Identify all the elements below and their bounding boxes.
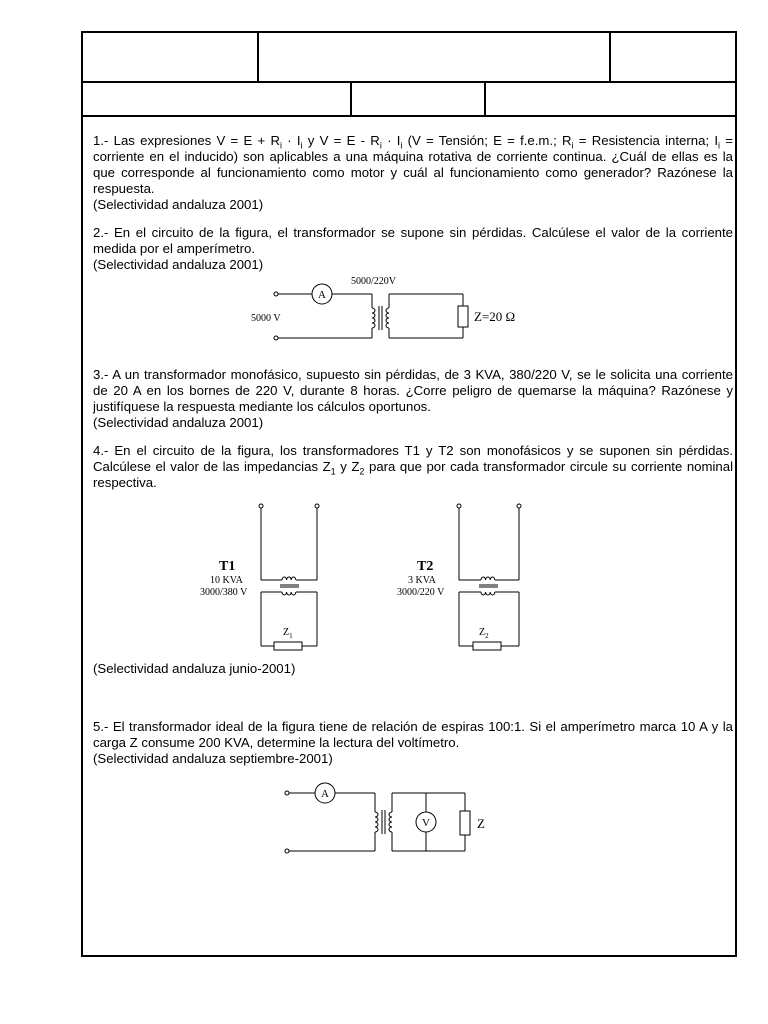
source-voltage: 5000 V [251, 313, 281, 324]
question-4: 4.- En el circuito de la figura, los transformadores T1 y T2 son monofásicos y se suponen sin pérdidas. Calcúlese el valor de las impedancias $Z_1$ y $Z_2$ para que por cada transformador circule su corriente nominal respectiva. [93, 443, 734, 490]
figure-q4-circuits [93, 491, 733, 661]
header-row-1 [83, 33, 735, 83]
t1-name: T1 [219, 559, 236, 574]
page-frame [81, 31, 737, 957]
t2-name: T2 [417, 559, 434, 574]
z1-label: $Z_1$ [283, 627, 293, 640]
t1-ratio: 3000/380 V [200, 587, 248, 598]
question-5-source: (Selectividad andaluza septiembre-2001) [93, 751, 333, 766]
transformer-ratio: 5000/220V [351, 276, 396, 287]
question-1-source: (Selectividad andaluza 2001) [93, 197, 264, 212]
load-label: Z [477, 816, 485, 831]
header-cell [352, 83, 486, 115]
question-3-source: (Selectividad andaluza 2001) [93, 415, 264, 430]
t2-ratio: 3000/220 V [397, 587, 445, 598]
figure-q5-circuit [93, 767, 733, 877]
question-5: 5.- El transformador ideal de la figura tiene de relación de espiras 100:1. Si el amperímetro marca 10 A y la carga Z consume 200 KVA, determine la lectura del voltímetro. [93, 719, 733, 750]
question-2: 2.- En el circuito de la figura, el transformador se supone sin pérdidas. Calcúlese el valor de la corriente medida por el amperímetro. [93, 225, 733, 256]
exercise-list [93, 133, 733, 877]
header-cell [259, 33, 611, 81]
t2-power: 3 KVA [408, 575, 436, 586]
header-cell [83, 83, 352, 115]
header-cell [83, 33, 259, 81]
load-impedance: Z=20 Ω [474, 309, 516, 324]
question-4-source: (Selectividad andaluza junio-2001) [93, 661, 296, 676]
question-3: 3.- A un transformador monofásico, supuesto sin pérdidas, de 3 KVA, 380/220 V, se le solicita una corriente de 20 A en los bornes de 220 V, durante 8 horas. ¿Corre peligro de quemarse la máquina? Razónese y justifíquese la respuesta mediante los cálculos oportunos. [93, 367, 733, 414]
t2-circuit [457, 504, 521, 650]
question-1: 1.- Las expresiones $V = E + R_i \cdot I_i$ y $V = E - R_i \cdot I_i$ (V = Tensión; E = f.e.m.; $R_i$ = Resistencia interna; $I_i$ = corriente en el inducido) son aplicables a una máquina rotativa de corriente continua. ¿Cuál de ellas es la que corresponde al funcionamiento como motor y cuál al funcionamiento como generador? Razónese la respuesta. [93, 133, 733, 196]
voltmeter-label: V [422, 817, 430, 829]
figure-q2-circuit [93, 273, 733, 359]
z2-label: $Z_2$ [479, 627, 489, 640]
question-2-source: (Selectividad andaluza 2001) [93, 257, 264, 272]
ammeter-label: A [321, 788, 329, 800]
t1-power: 10 KVA [210, 575, 243, 586]
header-row-2 [83, 83, 735, 117]
ammeter-label: A [318, 289, 326, 301]
